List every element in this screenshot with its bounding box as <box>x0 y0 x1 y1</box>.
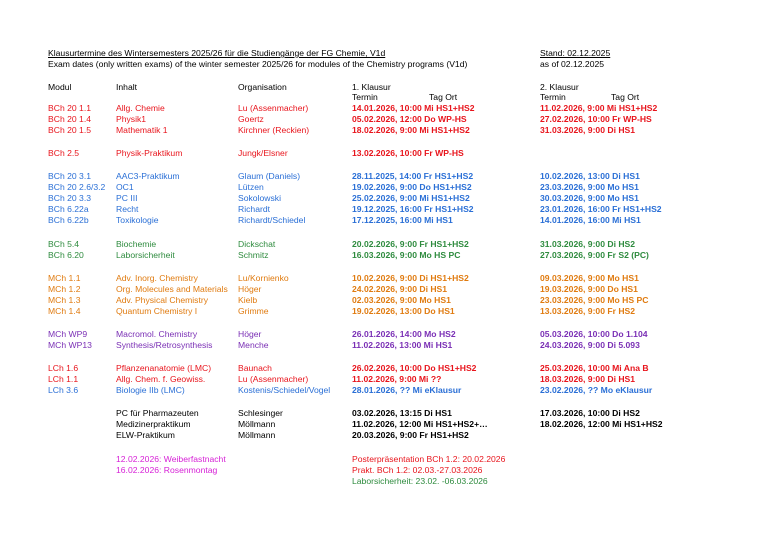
row-organisation: Sokolowski <box>238 193 281 203</box>
row-inhalt: PC III <box>116 193 138 203</box>
row-klausur1: 26.01.2026, 14:00 Mo HS2 <box>352 329 456 339</box>
row-organisation: Möllmann <box>238 430 276 440</box>
row-inhalt: Macromol. Chemistry <box>116 329 198 339</box>
row-modul: BCh 20 2.6/3.2 <box>48 182 106 192</box>
row-inhalt: Pflanzenanatomie (LMC) <box>116 363 212 373</box>
row-modul: MCh 1.2 <box>48 284 81 294</box>
row-klausur1: 19.02.2026, 13:00 Do HS1 <box>352 306 455 316</box>
row-modul: BCh 20 1.4 <box>48 114 91 124</box>
note-posterpraesentation: Posterpräsentation BCh 1.2: 20.02.2026 <box>352 454 506 464</box>
title-english: Exam dates (only written exams) of the winter semester 2025/26 for modules of the Chemistry programs (V1d) <box>48 59 468 69</box>
row-inhalt: Laborsicherheit <box>116 250 175 260</box>
row-modul: BCh 20 1.5 <box>48 125 91 135</box>
col-header-tagort2: Tag Ort <box>611 92 640 102</box>
row-inhalt: Physik-Praktikum <box>116 148 183 158</box>
row-klausur1: 20.02.2026, 9:00 Fr HS1+HS2 <box>352 239 469 249</box>
row-klausur2: 05.03.2026, 10:00 Do 1.104 <box>540 329 648 339</box>
row-klausur2: 23.01.2026, 16:00 Fr HS1+HS2 <box>540 204 662 214</box>
row-organisation: Lu (Assenmacher) <box>238 374 309 384</box>
row-organisation: Schmitz <box>238 250 269 260</box>
row-klausur2: 27.03.2026, 9:00 Fr S2 (PC) <box>540 250 649 260</box>
row-klausur1: 16.03.2026, 9:00 Mo HS PC <box>352 250 461 260</box>
row-inhalt: Synthesis/Retrosynthesis <box>116 340 213 350</box>
row-klausur1: 10.02.2026, 9:00 Di HS1+HS2 <box>352 273 469 283</box>
row-organisation: Möllmann <box>238 419 276 429</box>
stand-date-german: Stand: 02.12.2025 <box>540 48 611 58</box>
title-german: Klausurtermine des Wintersemesters 2025/26 für die Studiengänge der FG Chemie, V1d <box>48 48 386 58</box>
row-organisation: Richardt/Schiedel <box>238 215 306 225</box>
row-organisation: Menche <box>238 340 269 350</box>
row-inhalt: Biologie IIb (LMC) <box>116 385 185 395</box>
col-header-tagort1: Tag Ort <box>429 92 458 102</box>
row-klausur2: 10.02.2026, 13:00 Di HS1 <box>540 171 640 181</box>
note-laborsicherheit: Laborsicherheit: 23.02. -06.03.2026 <box>352 476 488 486</box>
stand-date-english: as of 02.12.2025 <box>540 59 605 69</box>
row-organisation: Höger <box>238 329 262 339</box>
row-klausur1: 11.02.2026, 12:00 Mi HS1+HS2+… <box>352 419 488 429</box>
row-klausur1: 11.02.2026, 9:00 Mi ?? <box>352 374 442 384</box>
row-klausur1: 11.02.2026, 13:00 Mi HS1 <box>352 340 453 350</box>
row-klausur1: 02.03.2026, 9:00 Mo HS1 <box>352 295 451 305</box>
row-klausur1: 24.02.2026, 9:00 Di HS1 <box>352 284 448 294</box>
row-klausur1: 18.02.2026, 9:00 Mi HS1+HS2 <box>352 125 470 135</box>
row-organisation: Richardt <box>238 204 270 214</box>
row-modul: MCh WP9 <box>48 329 88 339</box>
row-organisation: Lu/Kornienko <box>238 273 289 283</box>
row-klausur2: 14.01.2026, 16:00 Mi HS1 <box>540 215 641 225</box>
col-header-organisation: Organisation <box>238 82 287 92</box>
row-organisation: Kostenis/Schiedel/Vogel <box>238 385 331 395</box>
row-inhalt: Medizinerpraktikum <box>116 419 191 429</box>
row-inhalt: Allg. Chemie <box>116 103 165 113</box>
row-organisation: Baunach <box>238 363 272 373</box>
note-holiday-rosenmontag: 16.02.2026: Rosenmontag <box>116 465 218 475</box>
row-klausur2: 18.03.2026, 9:00 Di HS1 <box>540 374 636 384</box>
col-header-klausur1: 1. Klausur <box>352 82 391 92</box>
row-modul: BCh 20 3.1 <box>48 171 91 181</box>
row-modul: BCh 2.5 <box>48 148 80 158</box>
row-klausur1: 19.12.2025, 16:00 Fr HS1+HS2 <box>352 204 474 214</box>
row-inhalt: PC für Pharmazeuten <box>116 408 199 418</box>
row-modul: MCh WP13 <box>48 340 92 350</box>
row-modul: LCh 1.6 <box>48 363 79 373</box>
row-klausur1: 28.01.2026, ?? Mi eKlausur <box>352 385 462 395</box>
row-inhalt: ELW-Praktikum <box>116 430 175 440</box>
row-inhalt: Allg. Chem. f. Geowiss. <box>116 374 206 384</box>
row-klausur1: 03.02.2026, 13:15 Di HS1 <box>352 408 452 418</box>
row-klausur2: 27.02.2026, 10:00 Fr WP-HS <box>540 114 652 124</box>
row-klausur2: 13.03.2026, 9:00 Fr HS2 <box>540 306 636 316</box>
row-klausur2: 23.03.2026, 9:00 Mo HS PC <box>540 295 649 305</box>
row-inhalt: Adv. Inorg. Chemistry <box>116 273 198 283</box>
col-header-inhalt: Inhalt <box>116 82 138 92</box>
row-inhalt: Biochemie <box>116 239 157 249</box>
row-klausur1: 28.11.2025, 14:00 Fr HS1+HS2 <box>352 171 474 181</box>
row-organisation: Kielb <box>238 295 258 305</box>
row-inhalt: Toxikologie <box>116 215 159 225</box>
row-modul: BCh 20 3.3 <box>48 193 91 203</box>
row-klausur1: 26.02.2026, 10:00 Do HS1+HS2 <box>352 363 477 373</box>
row-modul: MCh 1.1 <box>48 273 81 283</box>
col-header-termin1: Termin <box>352 92 378 102</box>
row-klausur1: 05.02.2026, 12:00 Do WP-HS <box>352 114 467 124</box>
row-klausur1: 19.02.2026, 9:00 Do HS1+HS2 <box>352 182 472 192</box>
col-header-termin2: Termin <box>540 92 566 102</box>
row-klausur2: 19.03.2026, 9:00 Do HS1 <box>540 284 638 294</box>
row-organisation: Grimme <box>238 306 269 316</box>
row-organisation: Lu (Assenmacher) <box>238 103 309 113</box>
row-klausur2: 18.02.2026, 12:00 Mi HS1+HS2 <box>540 419 663 429</box>
row-klausur1: 17.12.2025, 16:00 Mi HS1 <box>352 215 453 225</box>
row-inhalt: Mathematik 1 <box>116 125 168 135</box>
note-holiday-weiberfastnacht: 12.02.2026: Weiberfastnacht <box>116 454 226 464</box>
row-klausur2: 23.02.2026, ?? Mo eKlausur <box>540 385 653 395</box>
row-inhalt: Quantum Chemistry I <box>116 306 198 316</box>
col-header-modul: Modul <box>48 82 72 92</box>
row-modul: MCh 1.4 <box>48 306 81 316</box>
row-inhalt: Recht <box>116 204 139 214</box>
row-modul: BCh 20 1.1 <box>48 103 91 113</box>
row-modul: LCh 3.6 <box>48 385 79 395</box>
row-klausur2: 25.03.2026, 10:00 Mi Ana B <box>540 363 649 373</box>
row-modul: BCh 6.20 <box>48 250 84 260</box>
row-klausur2: 09.03.2026, 9:00 Mo HS1 <box>540 273 639 283</box>
row-organisation: Kirchner (Reckien) <box>238 125 310 135</box>
row-modul: BCh 5.4 <box>48 239 80 249</box>
row-inhalt: OC1 <box>116 182 134 192</box>
row-organisation: Goertz <box>238 114 264 124</box>
row-modul: BCh 6.22b <box>48 215 89 225</box>
col-header-klausur2: 2. Klausur <box>540 82 579 92</box>
row-modul: LCh 1.1 <box>48 374 79 384</box>
row-klausur1: 20.03.2026, 9:00 Fr HS1+HS2 <box>352 430 469 440</box>
row-klausur2: 24.03.2026, 9:00 Di 5.093 <box>540 340 640 350</box>
row-modul: BCh 6.22a <box>48 204 89 214</box>
row-organisation: Jungk/Elsner <box>238 148 288 158</box>
row-klausur1: 14.01.2026, 10:00 Mi HS1+HS2 <box>352 103 475 113</box>
note-praktikum: Prakt. BCh 1.2: 02.03.-27.03.2026 <box>352 465 483 475</box>
row-klausur2: 31.03.2026, 9:00 Di HS2 <box>540 239 636 249</box>
row-inhalt: AAC3-Praktikum <box>116 171 180 181</box>
row-organisation: Schlesinger <box>238 408 283 418</box>
row-inhalt: Org. Molecules and Materials <box>116 284 228 294</box>
row-modul: MCh 1.3 <box>48 295 81 305</box>
row-organisation: Lützen <box>238 182 264 192</box>
row-organisation: Glaum (Daniels) <box>238 171 301 181</box>
row-inhalt: Physik1 <box>116 114 147 124</box>
row-klausur2: 17.03.2026, 10:00 Di HS2 <box>540 408 640 418</box>
row-organisation: Höger <box>238 284 262 294</box>
row-klausur1: 13.02.2026, 10:00 Fr WP-HS <box>352 148 464 158</box>
row-klausur2: 31.03.2026, 9:00 Di HS1 <box>540 125 636 135</box>
row-klausur2: 30.03.2026, 9:00 Mo HS1 <box>540 193 639 203</box>
row-organisation: Dickschat <box>238 239 276 249</box>
row-klausur2: 11.02.2026, 9:00 Mi HS1+HS2 <box>540 103 658 113</box>
row-klausur2: 23.03.2026, 9:00 Mo HS1 <box>540 182 639 192</box>
row-inhalt: Adv. Physical Chemistry <box>116 295 209 305</box>
row-klausur1: 25.02.2026, 9:00 Mi HS1+HS2 <box>352 193 470 203</box>
